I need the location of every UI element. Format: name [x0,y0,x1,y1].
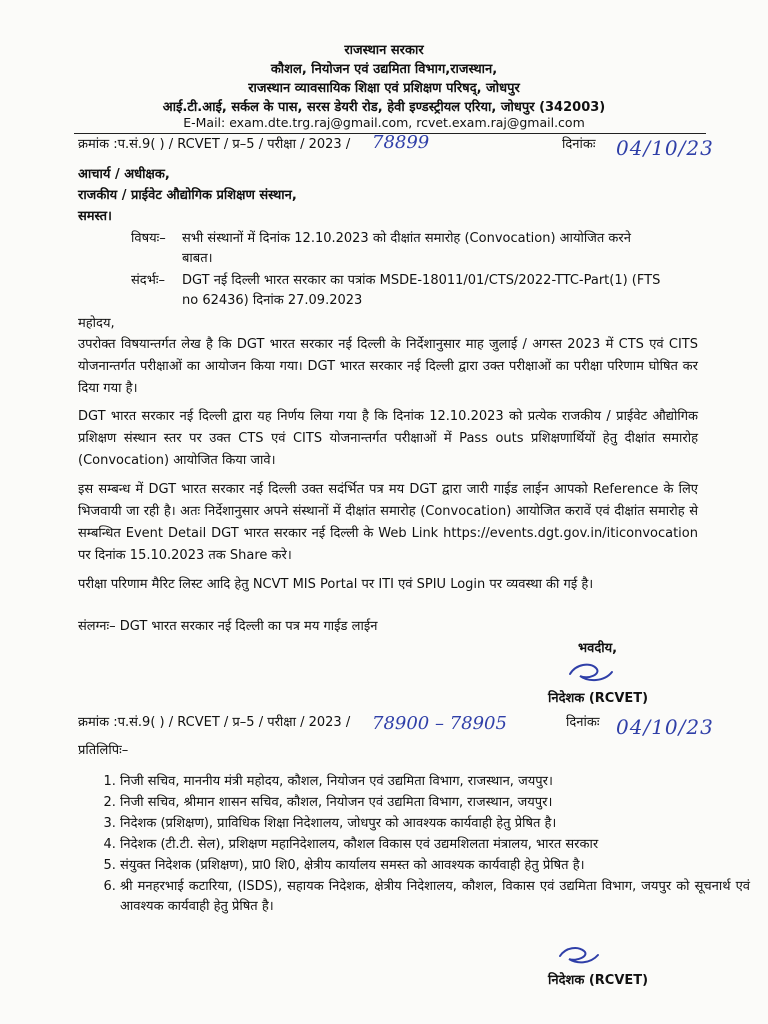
reference-text-line1: DGT नई दिल्ली भारत सरकार का पत्रांक MSDE-18011/01/CTS/2022-TTC-Part(1) (FTS [182,273,661,288]
signature-mark-2 [556,944,602,968]
header-department: कौशल, नियोजन एवं उद्यमिता विभाग,राजस्थान, [270,62,498,77]
header-address: आई.टी.आई, सर्कल के पास, सरस डेयरी रोड, हेवी इण्डस्ट्रीयल एरिया, जोधपुर (342003) [162,100,606,115]
header-email: E-Mail: exam.dte.trg.raj@gmail.com, rcvet.exam.raj@gmail.com [183,115,585,130]
list-item: 4. निदेशक (टी.टी. सेल), प्रशिक्षण महानिदेशालय, कौशल विकास एवं उद्यमशिलता मंत्रालय, भारत सरकार [120,835,750,855]
ref1-date: 04/10/23 [616,136,714,160]
list-item: 5. संयुक्त निदेशक (प्रशिक्षण), प्रा0 शि0, क्षेत्रीय कार्यालय समस्त को आवश्यक कार्यवाही हेतु प्रेषित है। [120,856,750,876]
ref2-date-label: दिनांकः [566,715,600,730]
copy-label: प्रतिलिपिः– [78,743,129,758]
salutation: महोदय, [78,316,115,331]
list-item: 2. निजी सचिव, श्रीमान शासन सचिव, कौशल, नियोजन एवं उद्यमिता विभाग, राजस्थान, जयपुर। [120,793,750,813]
body-paragraph: उपरोक्त विषयान्तर्गत लेख है कि DGT भारत सरकार नई दिल्ली के निर्देशानुसार माह जुलाई / अगस्त 2023 में CTS एवं CITS योजनान्तर्गत परीक्षाओं का आयोजन किया गया। DGT भारत सरकार नई दिल्ली द्वारा उक्त परीक्षाओं का परीक्षा परिणाम घोषित कर दिया गया है। [78,337,698,396]
addressee-line1: आचार्य / अधीक्षक, [78,167,170,182]
ref2-number: 78900 – 78905 [372,713,507,734]
list-item: 3. निदेशक (प्रशिक्षण), प्राविधिक शिक्षा निदेशालय, जोधपुर को आवश्यक कार्यवाही हेतु प्रेषित है। [120,814,750,834]
addressee-line2: राजकीय / प्राईवेट औद्योगिक प्रशिक्षण संस्थान, [78,188,297,203]
ref2-kramank: क्रमांक :प.सं.9( ) / RCVET / प्र–5 / परीक्षा / 2023 / [78,715,351,730]
enclosure: संलग्नः– DGT भारत सरकार नई दिल्ली का पत्र मय गाईड लाईन [78,619,378,634]
reference-label: संदर्भः– [131,273,165,288]
body-paragraph: DGT भारत सरकार नई दिल्ली द्वारा यह निर्णय लिया गया है कि दिनांक 12.10.2023 को प्रत्येक राजकीय / प्राईवेट औद्योगिक प्रशिक्षण संस्थान स्तर पर उक्त CTS एवं CITS योजनान्तर्गत परीक्षाओं में Pass outs प्रशिक्षणार्थियों हेतु दीक्षांत समारोह (Convocation) आयोजित किया जावे। [78,409,698,468]
addressee-line3: समस्त। [78,209,112,224]
ref2-date: 04/10/23 [616,715,714,739]
copy-list [78,772,750,918]
body-paragraph: परीक्षा परिणाम मैरिट लिस्ट आदि हेतु NCVT MIS Portal पर ITI एवं SPIU Login पर व्यवस्था की गई है। [78,577,594,592]
body-paragraph: इस सम्बन्ध में DGT भारत सरकार नई दिल्ली उक्त सदंर्भित पत्र मय DGT द्वारा जारी गाईड लाईन आपको Reference के लिए भिजवायी जा रही है। अतः निर्देशानुसार अपने संस्थानों में दीक्षांत समारोह (Convocation) आयोजित करावें एवं दीक्षांत समारोह से सम्बन्धित Event Detail DGT भारत सरकार नई दिल्ली के Web Link https://events.dgt.gov.in/iticonvocation पर दिनांक 15.10.2023 तक Share करे। [78,482,698,563]
header-council: राजस्थान व्यावसायिक शिक्षा एवं प्रशिक्षण परिषद्, जोधपुर [248,81,520,96]
subject-text-line2: बाबत। [182,251,213,266]
ref1-kramank: क्रमांक :प.सं.9( ) / RCVET / प्र–5 / परीक्षा / 2023 / [78,137,351,152]
signatory-2: निदेशक (RCVET) [548,973,649,988]
list-item: 1. निजी सचिव, माननीय मंत्री महोदय, कौशल, नियोजन एवं उद्यमिता विभाग, राजस्थान, जयपुर। [120,772,750,792]
ref1-date-label: दिनांकः [562,137,596,152]
list-item: 6. श्री मनहरभाई कटारिया, (ISDS), सहायक निदेशक, क्षेत्रीय निदेशालय, कौशल, विकास एवं उद्यमिता विभाग, जयपुर को सूचनार्थ एवं आवश्यक कार्यवाही हेतु प्रेषित है। [120,877,750,917]
signatory-1: निदेशक (RCVET) [548,691,649,706]
subject-text-line1: सभी संस्थानों में दिनांक 12.10.2023 को दीक्षांत समारोह (Convocation) आयोजित करने [182,231,631,246]
closing: भवदीय, [578,641,618,656]
reference-text-line2: no 62436) दिनांक 27.09.2023 [182,293,363,308]
ref1-number: 78899 [372,132,430,153]
subject-label: विषयः– [131,231,166,246]
signature-mark-1 [566,660,616,686]
header-govt: राजस्थान सरकार [344,43,424,58]
